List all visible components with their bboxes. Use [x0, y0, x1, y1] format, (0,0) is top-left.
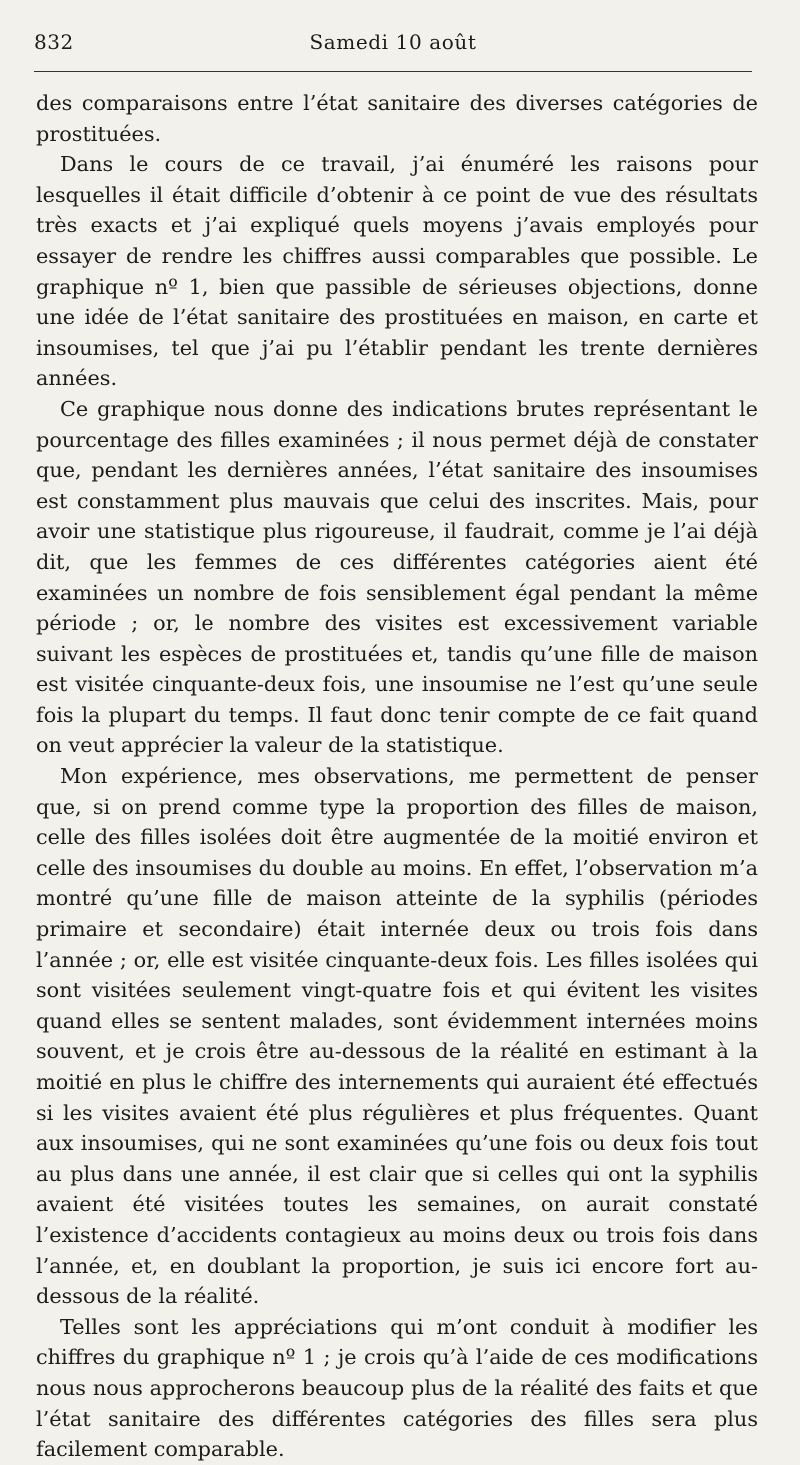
paragraph-continuation: des comparaisons entre l’état sanitaire des diverses catégories de prostituées.	[36, 91, 758, 146]
paragraph: Mon expérience, mes observations, me permettent de penser que, si on prend comme type la proportion des filles de maison, celle des filles isolées doit être augmentée de la moitié environ et celle des insoumises du double au moins. En effet, l’observation m’a montré qu’une fille de maison atteinte de la syphilis (périodes primaire et secondaire) était internée deux ou trois fois dans l’année ; or, elle est visitée cinquante-deux fois. Les filles isolées qui sont visitées seulement vingt-quatre fois et qui évitent les visites quand elles se sentent malades, sont évidemment internées moins souvent, et je crois être au-dessous de la réalité en estimant à la moitié en plus le chiffre des internements qui auraient été effectués si les visites avaient été plus régulières et plus fréquentes. Quant aux insoumises, qui ne sont examinées qu’une fois ou deux fois tout au plus dans une année, il est clair que si celles qui ont la syphilis avaient été visitées toutes les semaines, on aurait constaté l’existence d’accidents contagieux au moins deux ou trois fois dans l’année, et, en doublant la proportion, je suis ici encore fort au-dessous de la réalité.	[36, 764, 758, 1309]
page-header	[34, 30, 752, 60]
paragraph: Dans le cours de ce travail, j’ai énuméré les raisons pour lesquelles il était difficile d’obtenir à ce point de vue des résultats très exacts et j’ai expliqué quels moyens j’avais employés pour essayer de rendre les chiffres aussi comparables que possible. Le graphique nº 1, bien que passible de sérieuses objections, donne une idée de l’état sanitaire des prostituées en maison, en carte et insoumises, tel que j’ai pu l’établir pendant les trente dernières années.	[36, 152, 758, 391]
page-number: 832	[34, 30, 74, 54]
paragraph: Telles sont les appréciations qui m’ont conduit à modifier les chiffres du graphique nº 1 ; je crois qu’à l’aide de ces modifications nous nous approcherons beaucoup plus de la réalité des faits et que l’état sanitaire des différentes catégories des filles sera plus facilement comparable.	[36, 1314, 758, 1462]
header-rule	[34, 71, 752, 72]
body-text	[36, 88, 758, 1465]
paragraph: Ce graphique nous donne des indications brutes représentant le pourcentage des filles examinées ; il nous permet déjà de constater que, pendant les dernières années, l’état sanitaire des insoumises est constamment plus mauvais que celui des inscrites. Mais, pour avoir une statistique plus rigoureuse, il faudrait, comme je l’ai déjà dit, que les femmes de ces différentes catégories aient été examinées un nombre de fois sensiblement égal pendant la même période ; or, le nombre des visites est excessivement variable suivant les espèces de prostituées et, tandis qu’une fille de maison est visitée cinquante-deux fois, une insoumise ne l’est qu’une seule fois la plupart du temps. Il faut donc tenir compte de ce fait quand on veut apprécier la valeur de la statistique.	[36, 396, 758, 758]
running-head: Samedi 10 août	[309, 30, 477, 54]
